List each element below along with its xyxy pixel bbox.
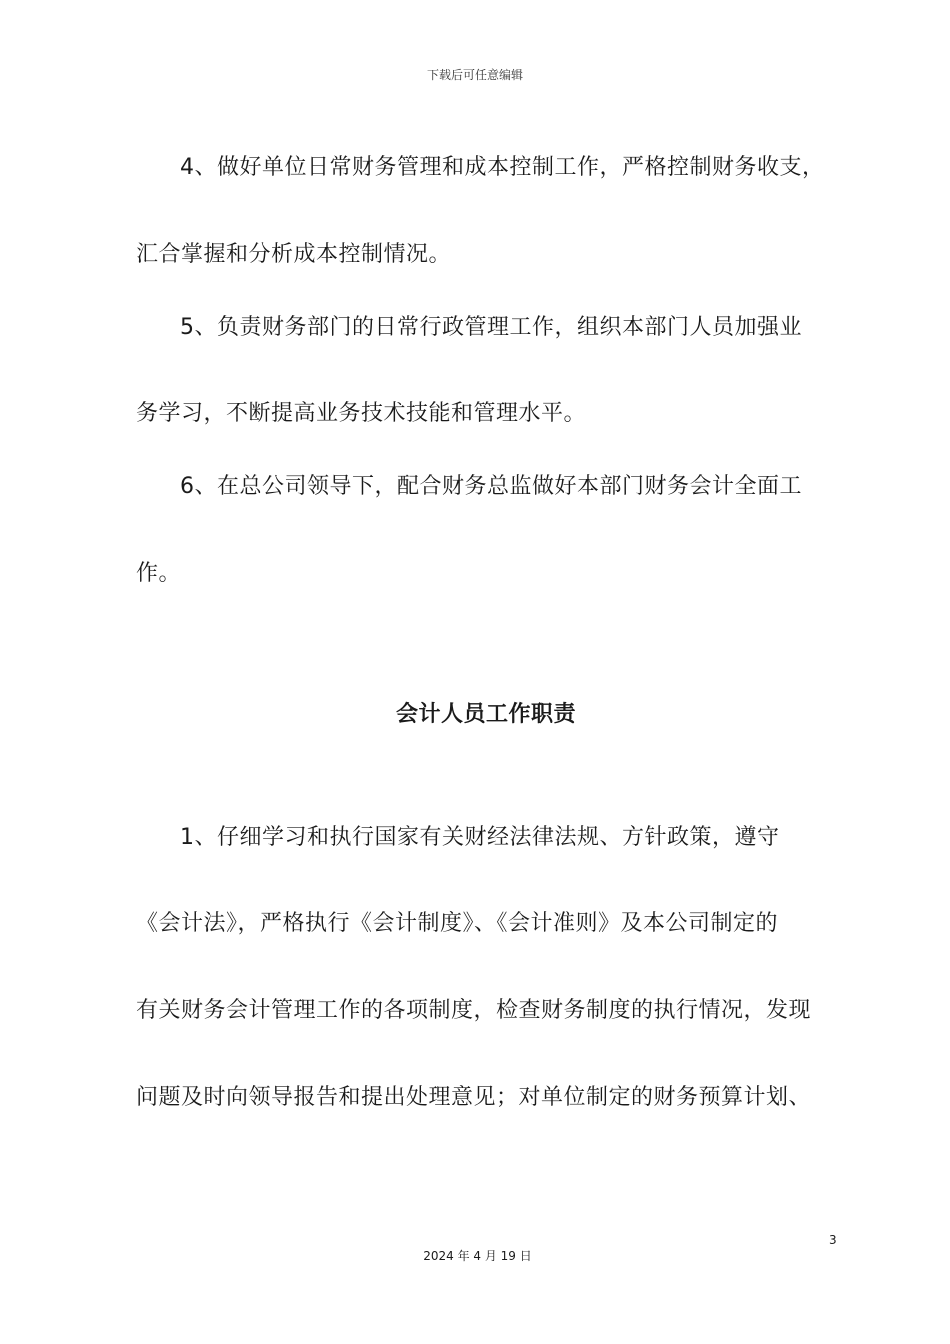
paragraph-line: 汇合掌握和分析成本控制情况。 <box>136 242 452 267</box>
paragraph-line: 问题及时向领导报告和提出处理意见；对单位制定的财务预算计划、 <box>136 1085 812 1110</box>
paragraph-line: 《会计法》，严格执行《会计制度》、《会计准则》及本公司制定的 <box>136 911 779 936</box>
paragraph-line: 作。 <box>136 561 182 586</box>
section-title: 会计人员工作职责 <box>395 702 576 727</box>
paragraph-line: 5、负责财务部门的日常行政管理工作，组织本部门人员加强业 <box>180 315 802 340</box>
paragraph-line: 有关财务会计管理工作的各项制度，检查财务制度的执行情况，发现 <box>136 998 812 1023</box>
page-number: 3 <box>829 1233 837 1247</box>
page-header-note: 下载后可任意编辑 <box>426 68 523 82</box>
paragraph-line: 1、仔细学习和执行国家有关财经法律法规、方针政策，遵守 <box>180 825 780 850</box>
paragraph-line: 4、做好单位日常财务管理和成本控制工作，严格控制财务收支， <box>180 155 825 180</box>
footer-date: 2024 年 4 月 19 日 <box>423 1249 532 1263</box>
paragraph-line: 6、在总公司领导下，配合财务总监做好本部门财务会计全面工 <box>180 474 802 499</box>
paragraph-line: 务学习，不断提高业务技术技能和管理水平。 <box>136 401 587 426</box>
